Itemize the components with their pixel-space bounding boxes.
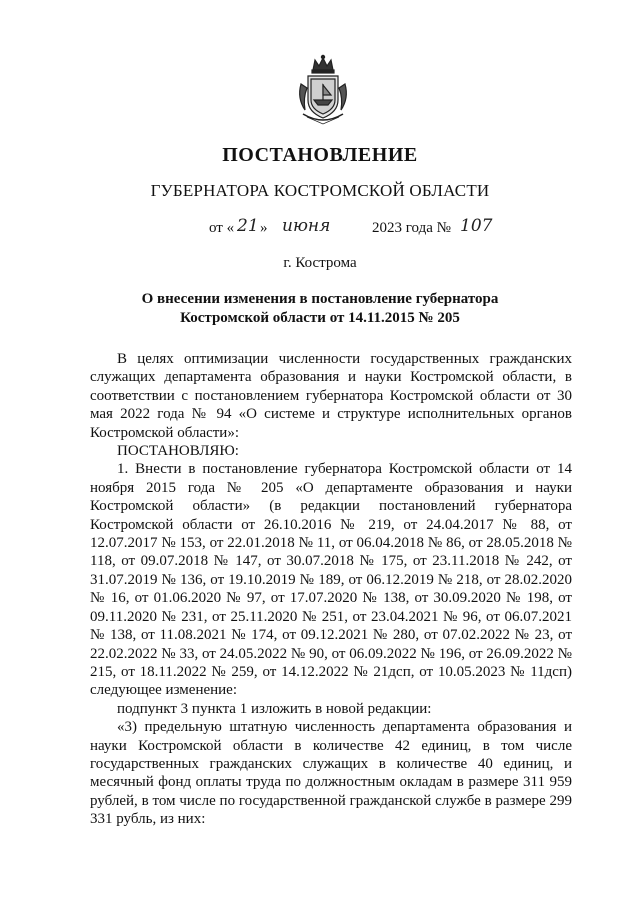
new-wording-paragraph: «3) предельную штатную численность департамента образования и науки Костромской области в количестве 42 единиц, в том числе государственных гражданских служащих в количестве 40 единиц, и месячный фонд оплаты труда по должностным окладам в размере 311 959 рублей, в том числе по государственной гражданской службе в размере 299 331 рубль, из них: xyxy=(90,719,572,828)
document-subject xyxy=(0,290,640,328)
date-month: июня xyxy=(282,216,331,236)
date-prefix: от « xyxy=(209,220,235,236)
city: г. Кострома xyxy=(283,255,357,271)
preamble-paragraph: В целях оптимизации численности государственных гражданских служащих департамента образования и науки Костромской области, в соответствии с постановлением губернатора Костромской области от 30 мая 2022 года № 94 «О системе и структуре исполнительных органов Костромской области»: xyxy=(90,351,572,441)
date-close-quote: » xyxy=(260,220,268,236)
date-line xyxy=(0,218,640,242)
subitem-paragraph: подпункт 3 пункта 1 изложить в новой редакции: xyxy=(117,700,432,717)
subject-line-1: О внесении изменения в постановление губернатора xyxy=(141,291,499,307)
item-1-paragraph: 1. Внести в постановление губернатора Костромской области от 14 ноября 2015 года № 205 «О департаменте образования и науки Костромской области» (в редакции постановлений губернатора Костромской области от 26.10.2016 № 219, от 24.04.2017 № 88, от 12.07.2017 № 153, от 22.01.2018 № 11, от 06.04.2018 № 86, от 28.05.2018 № 118, от 09.07.2018 № 147, от 30.07.2018 № 175, от 23.11.2018 № 242, от 31.07.2019 № 136, от 19.10.2019 № 189, от 06.12.2019 № 218, от 28.02.2020 № 16, от 01.06.2020 № 97, от 17.07.2020 № 138, от 30.09.2020 № 198, от 09.11.2020 № 231, от 25.11.2020 № 251, от 23.04.2021 № 96, от 06.07.2021 № 138, от 11.08.2021 № 174, от 09.12.2021 № 280, от 07.02.2022 № 23, от 22.02.2022 № 33, от 24.05.2022 № 90, от 06.09.2022 № 196, от 26.09.2022 № 215, от 18.11.2022 № 259, от 14.12.2022 № 21дсп, от 10.05.2023 № 11дсп) следующее изменение: xyxy=(90,461,572,699)
issuing-authority: ГУБЕРНАТОРА КОСТРОМСКОЙ ОБЛАСТИ xyxy=(150,181,490,200)
date-year: 2023 года № xyxy=(372,220,451,236)
coat-of-arms-icon xyxy=(293,54,353,126)
decree-word: ПОСТАНОВЛЯЮ: xyxy=(117,443,239,460)
document-body xyxy=(90,350,572,829)
date-day: 21 xyxy=(237,216,259,236)
document-number: 107 xyxy=(460,216,493,236)
document-type: ПОСТАНОВЛЕНИЕ xyxy=(222,144,418,166)
subject-line-2: Костромской области от 14.11.2015 № 205 xyxy=(180,310,460,326)
